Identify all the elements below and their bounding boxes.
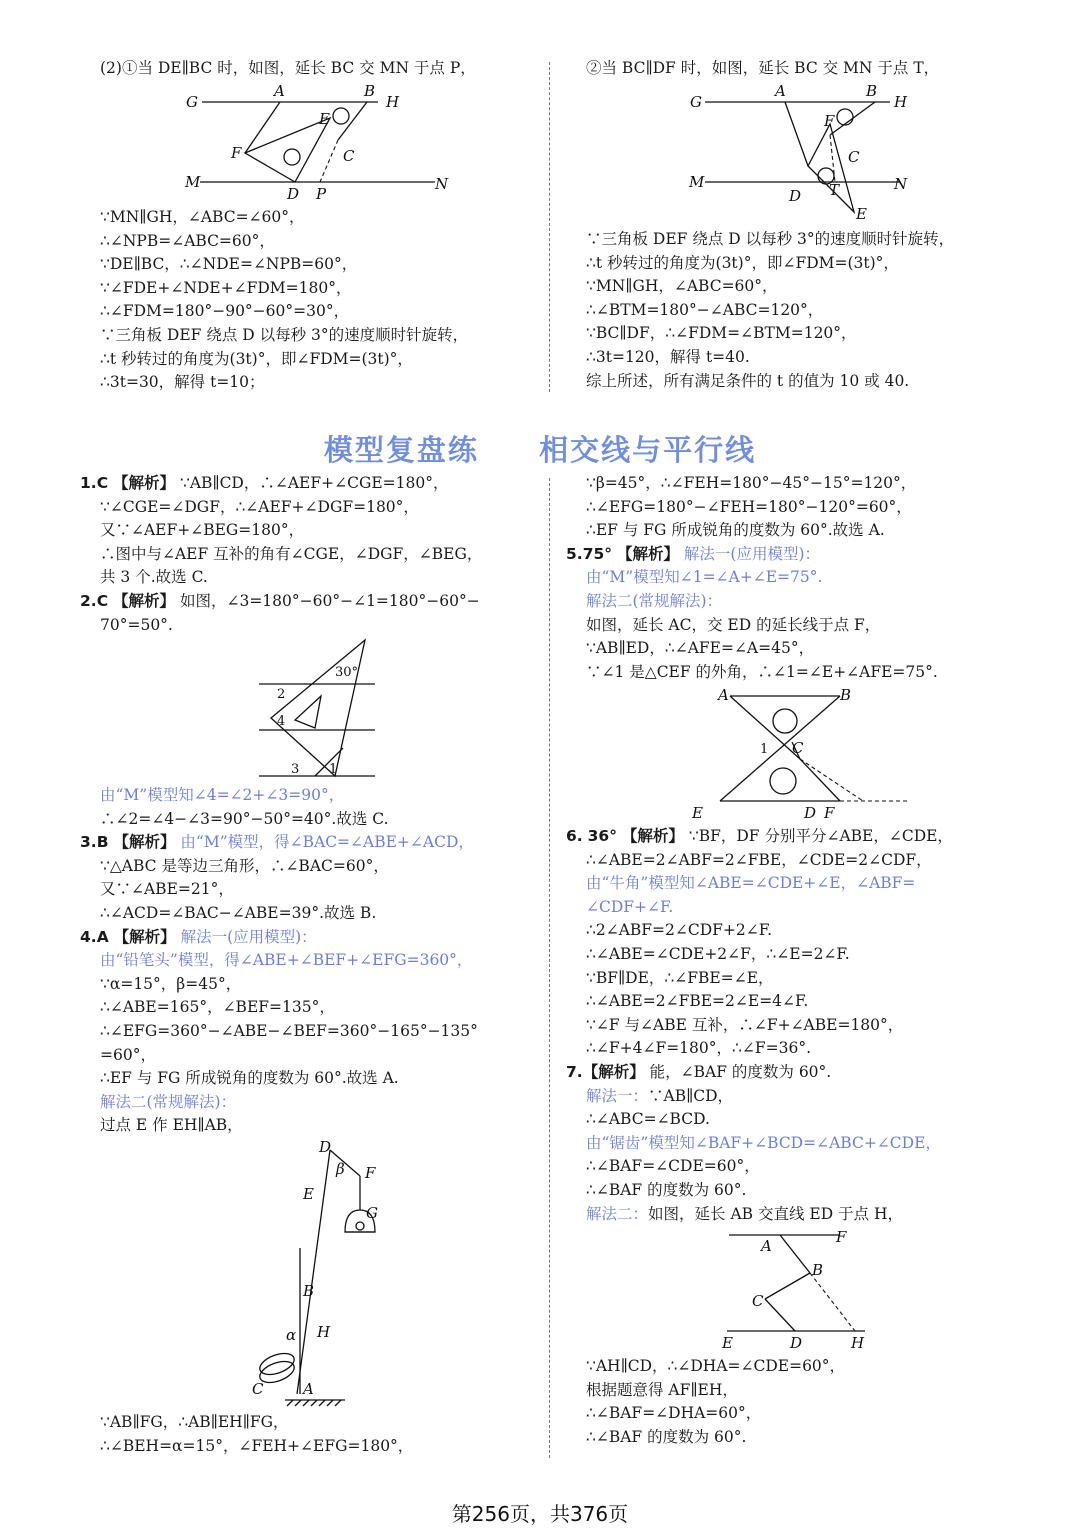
label-E: E <box>722 1334 733 1352</box>
top-left-text <box>100 57 476 81</box>
label-H: H <box>851 1334 865 1352</box>
column-divider-top <box>549 62 550 392</box>
label-A: A <box>718 686 729 704</box>
label-D: D <box>319 1138 332 1156</box>
label-E: E <box>319 110 330 128</box>
label-H: H <box>317 1323 331 1341</box>
figure-q2-triangle <box>255 636 385 781</box>
text-line: ∴∠FDM=180°−90°−60°=30°， <box>100 302 350 321</box>
label-P: P <box>316 185 327 203</box>
label-A: A <box>775 82 786 100</box>
label-B: B <box>840 686 852 704</box>
section-title <box>0 428 1080 469</box>
label-T: T <box>829 181 840 199</box>
text-line: ∴∠BTM=180°−∠ABC=120°， <box>586 300 824 319</box>
figure-q4-lamp <box>245 1136 385 1416</box>
right-column-part2: 6. 36° 【解析】 ∵BF，DF 分别平分∠ABE，∠CDE， ∴∠ABE=2∠ABF=2∠FBE，∠CDE=2∠CDF， 由“牛角”模型知∠ABE=∠CDE+∠E，∠ABF= ∠CDF+∠F. ∴2∠ABF=2∠CDF+2∠F. ∴∠ABE=∠CDE+2∠F，∴∠E=2∠F. ∵BF∥DE，∴∠FBE=∠E， ∴∠ABE=2∠FBE=2∠E=4∠F. ∵∠F 与∠ABE 互补，∴∠F+∠ABE=180°， ∴∠F+4∠F=180°，∴∠F=36°. 7.【解析】 能，∠BAF 的度数为 60°. 解法一：∵AB∥CD， ∴∠ABC=∠BCD. 由“锯齿”模型知∠BAF+∠BCD=∠ABC+∠CDE， ∴∠BAF=∠CDE=60°， ∴∠BAF 的度数为 60°. 解法二：如图，延长 AB 交直线 ED 于点 H， <box>566 827 953 1223</box>
label-M: M <box>689 173 705 191</box>
label-A: A <box>274 82 285 100</box>
text-line: (2)①当 DE∥BC 时，如图，延长 BC 交 MN 于点 P， <box>100 59 476 77</box>
label-H: H <box>386 93 400 111</box>
label-C: C <box>252 1380 264 1398</box>
label-M: M <box>185 173 201 191</box>
top-left-text-continued <box>100 206 468 395</box>
text-line: ∵∠FDE+∠NDE+∠FDM=180°， <box>100 278 352 297</box>
section-title-part2: 相交线与平行线 <box>539 433 757 467</box>
left-column-part2: 由“M”模型知∠4=∠2+∠3=90°， ∴∠2=∠4−∠3=90°−50°=40°.故选 C. 3.B 【解析】 由“M”模型，得∠BAC=∠ABE+∠ACD， ∵△ABC 是等边三角形，∴∠BAC=60°， 又∵∠ABE=21°， ∴∠ACD=∠BAC−∠ABE=39°.故选 B. 4.A 【解析】 解法一(应用模型)： 由“铅笔头”模型，得∠ABE+∠BEF+∠EFG=360°， ∵α=15°，β=45°， ∴∠ABE=165°，∠BEF=135°， ∴∠EFG=360°−∠ABE−∠BEF=360°−165°−135° =60°， ∴EF 与 FG 所成锐角的度数为 60°.故选 A. 解法二(常规解法)： 过点 E 作 EH∥AB， <box>80 786 478 1135</box>
label-C: C <box>752 1292 764 1310</box>
label-F: F <box>231 144 242 162</box>
text-line: ∴∠NPB=∠ABC=60°， <box>100 231 275 250</box>
label-N: N <box>435 175 449 193</box>
text-line: ∵MN∥GH，∠ABC=60°， <box>586 277 778 296</box>
text-line: ∴t 秒转过的角度为(3t)°，即∠FDM=(3t)°， <box>100 349 413 368</box>
label-E: E <box>692 804 703 822</box>
figure-bc-parallel-df <box>680 80 920 230</box>
q3: 3.B 【解析】 由“M”模型，得∠BAC=∠ABE+∠ACD， <box>80 833 474 852</box>
label-F: F <box>824 804 835 822</box>
label-E: E <box>856 205 867 223</box>
label-angle-1: 1 <box>329 762 338 777</box>
label-30-deg: 30° <box>335 665 359 680</box>
q1: 1.C 【解析】 ∵AB∥CD，∴∠AEF+∠CGE=180°， <box>80 474 449 492</box>
q5: 5.75° 【解析】 解法一(应用模型)： <box>566 544 821 563</box>
label-G: G <box>366 1204 378 1222</box>
text-line: ∴3t=120，解得 t=40. <box>586 347 750 366</box>
label-angle-2: 2 <box>277 687 286 702</box>
text-line: ∴3t=30，解得 t=10； <box>100 373 265 392</box>
label-beta: β <box>336 1160 345 1178</box>
top-right-text <box>586 57 939 81</box>
label-B: B <box>364 82 376 100</box>
q2: 2.C 【解析】 如图，∠3=180°−60°−∠1=180°−60°− <box>80 591 480 610</box>
label-D: D <box>790 1334 803 1352</box>
label-B: B <box>303 1282 315 1300</box>
right-column-part1: ∵β=45°，∴∠FEH=180°−45°−15°=120°， ∴∠EFG=180°−∠FEH=180°−120°=60°， ∴EF 与 FG 所成锐角的度数为 60°.故选 A. 5.75° 【解析】 解法一(应用模型)： 由“M”模型知∠1=∠A+∠E=75°. 解法二(常规解法)： 如图，延长 AC，交 ED 的延长线于点 F， ∵AB∥ED，∴∠AFE=∠A=45°， ∵∠1 是△CEF 的外角，∴∠1=∠E+∠AFE=75°. <box>566 474 938 681</box>
label-C: C <box>792 739 804 757</box>
text-line: 综上所述，所有满足条件的 t 的值为 10 或 40. <box>586 371 910 390</box>
label-angle-4: 4 <box>277 714 286 729</box>
label-alpha: α <box>286 1326 297 1344</box>
page-number: 第256页，共376页 <box>451 1502 629 1526</box>
figure-q5-hourglass <box>680 684 920 824</box>
left-column-part1: 1.C 【解析】 ∵AB∥CD，∴∠AEF+∠CGE=180°， ∵∠CGE=∠DGF，∴∠AEF+∠DGF=180°， 又∵∠AEF+∠BEG=180°， ∴图中与∠AEF 互补的角有∠CGE，∠DGF，∠BEG， 共 3 个.故选 C. 2.C 【解析】 如图，∠3=180°−60°−∠1=180°−60°− 70°=50°. <box>80 474 483 634</box>
label-F: F <box>365 1164 376 1182</box>
label-B: B <box>812 1261 824 1279</box>
figure-q7-zigzag <box>715 1226 885 1354</box>
label-D: D <box>804 804 817 822</box>
text-line: ∴t 秒转过的角度为(3t)°，即∠FDM=(3t)°， <box>586 253 899 272</box>
label-E: E <box>303 1185 314 1203</box>
text-line: ∵MN∥GH，∠ABC=∠60°， <box>100 208 305 226</box>
label-G: G <box>186 93 198 111</box>
label-F: F <box>824 112 835 130</box>
text-line: ∵BC∥DF，∴∠FDM=∠BTM=120°， <box>586 324 857 343</box>
right-column-part3: ∵AH∥CD，∴∠DHA=∠CDE=60°， 根据题意得 AF∥EH， ∴∠BAF=∠DHA=60°， ∴∠BAF 的度数为 60°. <box>586 1357 846 1446</box>
label-A: A <box>303 1380 314 1398</box>
text-line: ∵DE∥BC，∴∠NDE=∠NPB=60°， <box>100 255 358 274</box>
top-right-text-continued <box>586 228 954 393</box>
label-G: G <box>690 93 702 111</box>
q6: 6. 36° 【解析】 ∵BF，DF 分别平分∠ABE，∠CDE， <box>566 827 953 845</box>
label-angle-3: 3 <box>291 762 300 777</box>
text-line: ∵三角板 DEF 绕点 D 以每秒 3°的速度顺时针旋转， <box>100 325 469 344</box>
label-C: C <box>848 148 860 166</box>
label-B: B <box>866 82 878 100</box>
label-angle-1: 1 <box>760 742 769 757</box>
column-divider-main <box>549 478 550 1458</box>
label-A: A <box>761 1237 772 1255</box>
label-N: N <box>894 175 908 193</box>
section-title-part1: 模型复盘练 <box>323 433 479 467</box>
label-H: H <box>894 93 908 111</box>
left-column-part3: ∵AB∥FG，∴AB∥EH∥FG， ∴∠BEH=α=15°，∠FEH+∠EFG=180°， <box>100 1413 414 1455</box>
figure-de-parallel-bc <box>180 80 460 210</box>
text-line: ②当 BC∥DF 时，如图，延长 BC 交 MN 于点 T， <box>586 59 940 77</box>
text-line: ∵三角板 DEF 绕点 D 以每秒 3°的速度顺时针旋转， <box>586 230 955 248</box>
label-F: F <box>836 1228 847 1246</box>
q4: 4.A 【解析】 解法一(应用模型)： <box>80 927 317 946</box>
label-D: D <box>287 185 300 203</box>
label-D: D <box>789 187 802 205</box>
q7: 7.【解析】 能，∠BAF 的度数为 60°. <box>566 1062 832 1081</box>
label-C: C <box>343 147 355 165</box>
